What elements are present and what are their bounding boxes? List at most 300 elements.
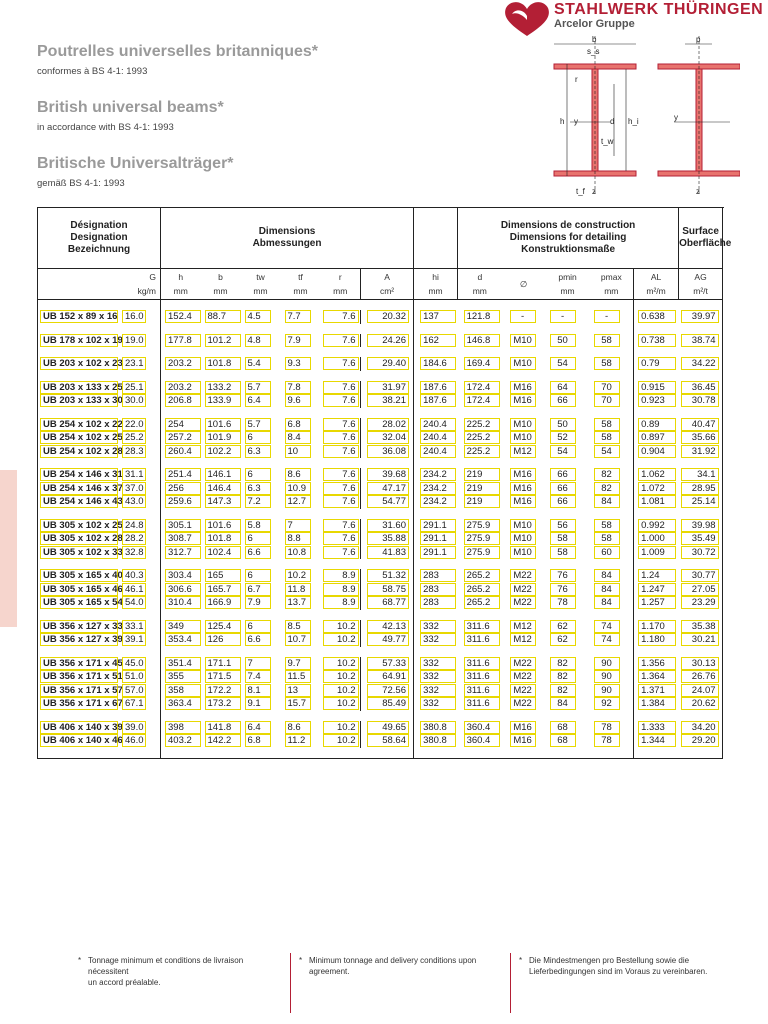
cell-value: M16 xyxy=(510,482,536,495)
cell-value: 84 xyxy=(594,495,620,508)
cell-value: 0.915 xyxy=(638,381,676,394)
table-row xyxy=(38,310,723,324)
cell-weight: 57.0 xyxy=(122,684,146,697)
cell-value: 363.4 xyxy=(165,697,201,710)
cell-value: 121.8 xyxy=(464,310,500,323)
cell-value: 1.072 xyxy=(638,482,676,495)
cell-value: 166.9 xyxy=(205,596,241,609)
unit-header-0: G kg/m xyxy=(38,269,161,300)
cell-value: 187.6 xyxy=(420,381,456,394)
cell-value: 0.992 xyxy=(638,519,676,532)
cell-value: 1.364 xyxy=(638,670,676,683)
cell-value: 84 xyxy=(594,569,620,582)
cell-value: 7 xyxy=(285,519,311,532)
cell-designation: UB 203 x 133 x 30 xyxy=(40,394,118,407)
cell-value: 6.4 xyxy=(245,394,271,407)
group-gap xyxy=(38,324,723,334)
cell-value: 1.344 xyxy=(638,734,676,747)
cell-value: 8.9 xyxy=(323,583,359,596)
cell-value: 1.257 xyxy=(638,596,676,609)
cell-weight: 39.1 xyxy=(122,633,146,646)
cell-value: 10.2 xyxy=(323,734,359,747)
cell-value: 82 xyxy=(594,482,620,495)
cell-value: 251.4 xyxy=(165,468,201,481)
cell-value: 240.4 xyxy=(420,445,456,458)
cell-value: 311.6 xyxy=(464,697,500,710)
cell-value: 10.7 xyxy=(285,633,311,646)
subtitle-en: in accordance with BS 4-1: 1993 xyxy=(37,122,174,133)
cell-value: 9.7 xyxy=(285,657,311,670)
table-row xyxy=(38,697,723,711)
diagram-label-h: h xyxy=(560,117,565,126)
cell-value: 28.95 xyxy=(681,482,719,495)
cell-value: M10 xyxy=(510,357,536,370)
footnote-divider xyxy=(510,953,511,1013)
cell-designation: UB 356 x 127 x 33 xyxy=(40,620,118,633)
cell-value: 5.4 xyxy=(245,357,271,370)
cell-value: M16 xyxy=(510,734,536,747)
table-row xyxy=(38,734,723,748)
cell-value: 8.6 xyxy=(285,721,311,734)
cell-weight: 22.0 xyxy=(122,418,146,431)
cell-value: 332 xyxy=(420,657,456,670)
cell-value: 7.6 xyxy=(323,468,359,481)
table-row xyxy=(38,596,723,610)
cell-value: 1.180 xyxy=(638,633,676,646)
cell-value: 141.8 xyxy=(205,721,241,734)
cell-value: 54 xyxy=(550,445,576,458)
cell-value: 7.6 xyxy=(323,381,359,394)
cell-designation: UB 356 x 171 x 51 xyxy=(40,670,118,683)
cell-value: 256 xyxy=(165,482,201,495)
cell-value: 47.17 xyxy=(367,482,409,495)
side-tab-marker xyxy=(0,470,17,627)
cell-value: 9.3 xyxy=(285,357,311,370)
beam-section-diagram xyxy=(540,34,740,202)
cell-value: 172.2 xyxy=(205,684,241,697)
cell-value: 10.2 xyxy=(323,684,359,697)
unit-header-9: ∅ xyxy=(502,269,546,300)
cell-value: 5.8 xyxy=(245,519,271,532)
cell-designation: UB 254 x 146 x 31 xyxy=(40,468,118,481)
cell-value: 7.9 xyxy=(285,334,311,347)
cell-value: 31.60 xyxy=(367,519,409,532)
cell-value: 165.7 xyxy=(205,583,241,596)
cell-value: - xyxy=(594,310,620,323)
cell-value: 311.6 xyxy=(464,684,500,697)
cell-value: 203.2 xyxy=(165,381,201,394)
cell-value: 260.4 xyxy=(165,445,201,458)
cell-weight: 28.2 xyxy=(122,532,146,545)
cell-value: M16 xyxy=(510,468,536,481)
cell-value: 312.7 xyxy=(165,546,201,559)
cell-value: 332 xyxy=(420,620,456,633)
cell-weight: 25.2 xyxy=(122,431,146,444)
cell-value: 0.897 xyxy=(638,431,676,444)
cell-value: 7.6 xyxy=(323,357,359,370)
cell-value: 275.9 xyxy=(464,519,500,532)
cell-value: M10 xyxy=(510,532,536,545)
cell-value: 49.65 xyxy=(367,721,409,734)
cell-value: 30.78 xyxy=(681,394,719,407)
group-gap xyxy=(38,371,723,381)
cell-value: 66 xyxy=(550,495,576,508)
cell-value: 92 xyxy=(594,697,620,710)
cell-value: M10 xyxy=(510,546,536,559)
diagram-label-tf: t_f xyxy=(576,187,585,196)
cell-designation: UB 406 x 140 x 46 xyxy=(40,734,118,747)
subtitle-fr: conformes à BS 4-1: 1993 xyxy=(37,66,148,77)
cell-value: M16 xyxy=(510,394,536,407)
cell-value: 82 xyxy=(550,657,576,670)
unit-header-6: A cm² xyxy=(361,269,414,300)
cell-value: 58 xyxy=(594,519,620,532)
cell-value: 283 xyxy=(420,569,456,582)
cell-value: 6.7 xyxy=(245,583,271,596)
cell-designation: UB 356 x 171 x 57 xyxy=(40,684,118,697)
cell-value: 38.74 xyxy=(681,334,719,347)
cell-value: 50 xyxy=(550,418,576,431)
cell-value: - xyxy=(550,310,576,323)
cell-value: 84 xyxy=(594,596,620,609)
cell-value: 1.333 xyxy=(638,721,676,734)
cell-value: 0.904 xyxy=(638,445,676,458)
cell-weight: 33.1 xyxy=(122,620,146,633)
cell-value: 39.98 xyxy=(681,519,719,532)
cell-value: 38.21 xyxy=(367,394,409,407)
cell-value: 7.6 xyxy=(323,495,359,508)
cell-value: 291.1 xyxy=(420,532,456,545)
cell-value: 72.56 xyxy=(367,684,409,697)
cell-value: 8.5 xyxy=(285,620,311,633)
cell-value: 84 xyxy=(550,697,576,710)
cell-weight: 37.0 xyxy=(122,482,146,495)
cell-weight: 46.1 xyxy=(122,583,146,596)
cell-designation: UB 356 x 171 x 67 xyxy=(40,697,118,710)
diagram-label-hi: h_i xyxy=(628,117,639,126)
cell-value: 1.371 xyxy=(638,684,676,697)
cell-value: 6.6 xyxy=(245,633,271,646)
cell-value: M16 xyxy=(510,381,536,394)
cell-value: 0.89 xyxy=(638,418,676,431)
cell-weight: 24.8 xyxy=(122,519,146,532)
cell-value: 172.4 xyxy=(464,394,500,407)
cell-value: 355 xyxy=(165,670,201,683)
cell-value: M22 xyxy=(510,596,536,609)
diagram-label-p: p xyxy=(696,35,701,44)
cell-value: 219 xyxy=(464,482,500,495)
cell-value: 11.5 xyxy=(285,670,311,683)
cell-value: 56 xyxy=(550,519,576,532)
cell-designation: UB 305 x 165 x 40 xyxy=(40,569,118,582)
header-designation: Désignation Designation Bezeichnung xyxy=(38,208,161,269)
cell-value: 311.6 xyxy=(464,657,500,670)
cell-value: 58 xyxy=(594,532,620,545)
cell-value: 225.2 xyxy=(464,431,500,444)
cell-value: 10.2 xyxy=(323,633,359,646)
cell-value: 52 xyxy=(550,431,576,444)
cell-value: 380.8 xyxy=(420,721,456,734)
cell-value: 275.9 xyxy=(464,546,500,559)
cell-value: 1.062 xyxy=(638,468,676,481)
cell-value: 102.2 xyxy=(205,445,241,458)
cell-value: M22 xyxy=(510,657,536,670)
table-row xyxy=(38,684,723,698)
diagram-label-z: z xyxy=(592,187,596,196)
cell-value: 30.77 xyxy=(681,569,719,582)
cell-value: 57.33 xyxy=(367,657,409,670)
table-row xyxy=(38,670,723,684)
cell-designation: UB 254 x 102 x 22 xyxy=(40,418,118,431)
cell-value: 1.356 xyxy=(638,657,676,670)
table-row xyxy=(38,657,723,671)
cell-value: 42.13 xyxy=(367,620,409,633)
cell-value: 10.2 xyxy=(323,620,359,633)
cell-value: 30.13 xyxy=(681,657,719,670)
table-row xyxy=(38,633,723,647)
cell-value: 24.07 xyxy=(681,684,719,697)
header-dimensions: Dimensions Abmessungen xyxy=(161,208,414,269)
cell-value: 13 xyxy=(285,684,311,697)
cell-value: 332 xyxy=(420,633,456,646)
title-fr: Poutrelles universelles britanniques* xyxy=(37,43,318,60)
cell-weight: 54.0 xyxy=(122,596,146,609)
cell-value: 142.2 xyxy=(205,734,241,747)
cell-designation: UB 254 x 146 x 43 xyxy=(40,495,118,508)
cell-value: 76 xyxy=(550,583,576,596)
cell-value: 349 xyxy=(165,620,201,633)
cell-value: 31.92 xyxy=(681,445,719,458)
cell-value: 85.49 xyxy=(367,697,409,710)
cell-designation: UB 254 x 146 x 37 xyxy=(40,482,118,495)
cell-value: 311.6 xyxy=(464,620,500,633)
cell-value: 58 xyxy=(594,357,620,370)
cell-value: 6.4 xyxy=(245,721,271,734)
cell-value: 1.24 xyxy=(638,569,676,582)
cell-value: 8.4 xyxy=(285,431,311,444)
cell-value: 265.2 xyxy=(464,583,500,596)
cell-value: 1.247 xyxy=(638,583,676,596)
cell-value: 351.4 xyxy=(165,657,201,670)
diagram-label-r: r xyxy=(575,75,578,84)
cell-value: 7.6 xyxy=(323,519,359,532)
cell-value: 62 xyxy=(550,633,576,646)
cell-value: 173.2 xyxy=(205,697,241,710)
cell-designation: UB 305 x 102 x 28 xyxy=(40,532,118,545)
cell-value: 332 xyxy=(420,684,456,697)
table-row xyxy=(38,721,723,735)
cell-designation: UB 178 x 102 x 19 xyxy=(40,334,118,347)
cell-value: 76 xyxy=(550,569,576,582)
cell-value: 184.6 xyxy=(420,357,456,370)
cell-value: 54 xyxy=(594,445,620,458)
table-row xyxy=(38,532,723,546)
cell-value: 7.6 xyxy=(323,418,359,431)
cell-value: 90 xyxy=(594,657,620,670)
cell-value: 398 xyxy=(165,721,201,734)
cell-value: M16 xyxy=(510,721,536,734)
cell-designation: UB 305 x 102 x 33 xyxy=(40,546,118,559)
cell-value: 133.9 xyxy=(205,394,241,407)
unit-header-10: pmin mm xyxy=(546,269,590,300)
cell-value: 13.7 xyxy=(285,596,311,609)
cell-value: 162 xyxy=(420,334,456,347)
cell-value: M10 xyxy=(510,418,536,431)
unit-header-13: AG m²/t xyxy=(679,269,723,300)
cell-weight: 39.0 xyxy=(122,721,146,734)
cell-value: 35.49 xyxy=(681,532,719,545)
cell-value: 265.2 xyxy=(464,596,500,609)
cell-value: 6 xyxy=(245,569,271,582)
header-detailing: Dimensions de construction Dimensions for detailing Konstruktionsmaße xyxy=(458,208,679,269)
cell-value: 34.20 xyxy=(681,721,719,734)
cell-weight: 30.0 xyxy=(122,394,146,407)
cell-value: 70 xyxy=(594,394,620,407)
cell-value: 5.7 xyxy=(245,418,271,431)
cell-value: 82 xyxy=(550,670,576,683)
unit-header-8: d mm xyxy=(458,269,502,300)
cell-value: 66 xyxy=(550,482,576,495)
group-gap xyxy=(38,458,723,468)
group-gap xyxy=(38,347,723,357)
cell-value: 1.009 xyxy=(638,546,676,559)
cell-value: 360.4 xyxy=(464,734,500,747)
cell-value: 177.8 xyxy=(165,334,201,347)
unit-header-1: h mm xyxy=(161,269,201,300)
cell-value: 360.4 xyxy=(464,721,500,734)
cell-value: 126 xyxy=(205,633,241,646)
cell-value: 60 xyxy=(594,546,620,559)
cell-value: 165 xyxy=(205,569,241,582)
cell-value: 4.8 xyxy=(245,334,271,347)
table-row xyxy=(38,569,723,583)
cell-weight: 43.0 xyxy=(122,495,146,508)
cell-value: 10 xyxy=(285,445,311,458)
cell-value: 306.6 xyxy=(165,583,201,596)
cell-designation: UB 406 x 140 x 39 xyxy=(40,721,118,734)
cell-value: 6 xyxy=(245,532,271,545)
title-de: Britische Universalträger* xyxy=(37,155,234,172)
cell-value: 152.4 xyxy=(165,310,201,323)
cell-value: 78 xyxy=(550,596,576,609)
cell-value: M16 xyxy=(510,495,536,508)
cell-value: 0.738 xyxy=(638,334,676,347)
cell-value: 68.77 xyxy=(367,596,409,609)
unit-header-11: pmax mm xyxy=(590,269,634,300)
cell-designation: UB 305 x 102 x 25 xyxy=(40,519,118,532)
cell-value: 74 xyxy=(594,620,620,633)
cell-value: 291.1 xyxy=(420,519,456,532)
cell-value: 6 xyxy=(245,468,271,481)
cell-value: 7.6 xyxy=(323,431,359,444)
table-row xyxy=(38,482,723,496)
table-row xyxy=(38,431,723,445)
cell-value: 25.14 xyxy=(681,495,719,508)
cell-value: 58 xyxy=(594,431,620,444)
cell-value: 0.638 xyxy=(638,310,676,323)
group-gap xyxy=(38,408,723,418)
cell-value: 6.6 xyxy=(245,546,271,559)
cell-value: 240.4 xyxy=(420,431,456,444)
cell-value: 20.62 xyxy=(681,697,719,710)
cell-value: M22 xyxy=(510,684,536,697)
cell-value: 10.2 xyxy=(323,721,359,734)
cell-value: 305.1 xyxy=(165,519,201,532)
cell-value: 5.7 xyxy=(245,381,271,394)
unit-header-2: b mm xyxy=(201,269,241,300)
cell-value: 6.3 xyxy=(245,482,271,495)
cell-designation: UB 254 x 102 x 25 xyxy=(40,431,118,444)
cell-value: 8.6 xyxy=(285,468,311,481)
cell-value: 8.8 xyxy=(285,532,311,545)
cell-designation: UB 305 x 165 x 46 xyxy=(40,583,118,596)
cell-value: 101.9 xyxy=(205,431,241,444)
cell-value: 62 xyxy=(550,620,576,633)
cell-value: 6 xyxy=(245,431,271,444)
cell-value: 90 xyxy=(594,684,620,697)
cell-value: 310.4 xyxy=(165,596,201,609)
cell-value: 171.5 xyxy=(205,670,241,683)
cell-weight: 23.1 xyxy=(122,357,146,370)
cell-value: 8.1 xyxy=(245,684,271,697)
cell-value: 82 xyxy=(594,468,620,481)
unit-header-4: tf mm xyxy=(281,269,321,300)
cell-value: 234.2 xyxy=(420,495,456,508)
cell-value: M12 xyxy=(510,620,536,633)
cell-value: 259.6 xyxy=(165,495,201,508)
cell-value: 32.04 xyxy=(367,431,409,444)
cell-value: 74 xyxy=(594,633,620,646)
cell-value: 169.4 xyxy=(464,357,500,370)
cell-value: 219 xyxy=(464,495,500,508)
cell-value: 275.9 xyxy=(464,532,500,545)
cell-value: 40.47 xyxy=(681,418,719,431)
group-gap xyxy=(38,300,723,311)
table-row xyxy=(38,546,723,560)
cell-value: 8.9 xyxy=(323,596,359,609)
cell-value: 84 xyxy=(594,583,620,596)
table-row xyxy=(38,583,723,597)
cell-designation: UB 203 x 133 x 25 xyxy=(40,381,118,394)
cell-value: 4.5 xyxy=(245,310,271,323)
cell-value: 28.02 xyxy=(367,418,409,431)
cell-value: 203.2 xyxy=(165,357,201,370)
cell-value: 82 xyxy=(550,684,576,697)
cell-value: 172.4 xyxy=(464,381,500,394)
diagram-label-z2: z xyxy=(696,187,700,196)
cell-value: 311.6 xyxy=(464,633,500,646)
cell-value: 24.26 xyxy=(367,334,409,347)
cell-value: 225.2 xyxy=(464,418,500,431)
cell-weight: 51.0 xyxy=(122,670,146,683)
cell-value: 303.4 xyxy=(165,569,201,582)
table-end xyxy=(38,748,723,759)
cell-weight: 67.1 xyxy=(122,697,146,710)
cell-value: 6 xyxy=(245,620,271,633)
cell-value: 6.8 xyxy=(245,734,271,747)
cell-value: 125.4 xyxy=(205,620,241,633)
cell-designation: UB 356 x 127 x 39 xyxy=(40,633,118,646)
cell-value: 1.384 xyxy=(638,697,676,710)
group-gap xyxy=(38,711,723,721)
cell-value: 58 xyxy=(550,546,576,559)
cell-value: 41.83 xyxy=(367,546,409,559)
cell-value: 234.2 xyxy=(420,482,456,495)
cell-value: M22 xyxy=(510,569,536,582)
group-gap xyxy=(38,610,723,620)
cell-value: 36.45 xyxy=(681,381,719,394)
cell-value: 225.2 xyxy=(464,445,500,458)
